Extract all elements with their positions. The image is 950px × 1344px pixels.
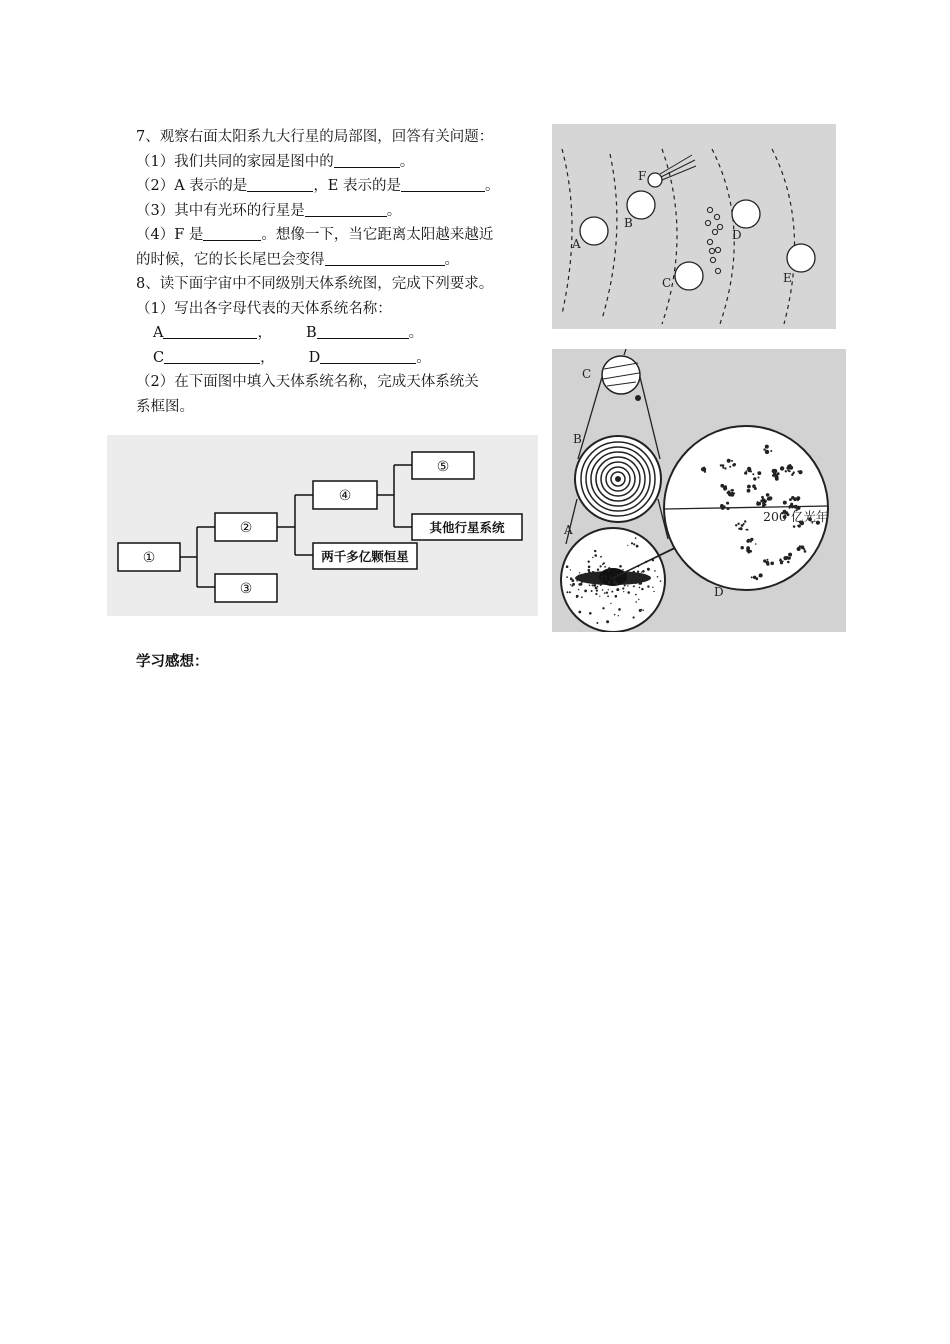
q8-cd-row: C ， D 。 bbox=[153, 349, 431, 366]
star-dot bbox=[600, 584, 602, 586]
asteroid-belt bbox=[705, 207, 722, 273]
star-dot bbox=[616, 588, 619, 591]
orbit-line bbox=[772, 149, 795, 324]
galaxy-cluster-dot bbox=[720, 484, 724, 488]
star-dot bbox=[602, 589, 604, 591]
star-dot bbox=[576, 580, 578, 582]
star-dot bbox=[624, 585, 626, 587]
star-dot bbox=[642, 609, 644, 611]
q8-p1: （1）写出各字母代表的天体系统名称： bbox=[136, 300, 392, 317]
star-dot bbox=[638, 576, 640, 578]
star-dot bbox=[588, 566, 591, 569]
star-dot bbox=[578, 583, 581, 586]
galaxy-cluster-dot bbox=[759, 573, 763, 577]
star-dot bbox=[608, 581, 611, 584]
star-dot bbox=[589, 612, 592, 615]
galaxy-cluster-dot bbox=[793, 471, 795, 473]
galaxy-cluster-dot bbox=[780, 561, 783, 564]
label-a: A bbox=[572, 237, 581, 251]
star-dot bbox=[570, 569, 571, 570]
star-dot bbox=[579, 572, 580, 573]
galaxy-cluster-dot bbox=[772, 474, 775, 477]
galaxy-cluster-dot bbox=[747, 467, 751, 471]
universe-figure bbox=[552, 349, 846, 632]
galaxy-cluster-dot bbox=[797, 525, 799, 527]
star-dot bbox=[647, 585, 649, 587]
star-dot bbox=[641, 572, 642, 573]
label-a: A bbox=[564, 523, 573, 537]
star-dot bbox=[605, 578, 607, 580]
label-c: C bbox=[662, 276, 672, 290]
star-dot bbox=[566, 591, 568, 593]
star-dot bbox=[604, 566, 606, 568]
galaxy-cluster-dot bbox=[770, 450, 772, 452]
star-dot bbox=[627, 585, 628, 586]
star-dot bbox=[633, 543, 635, 545]
star-dot bbox=[617, 573, 618, 574]
label-e: E bbox=[783, 271, 792, 285]
star-dot bbox=[635, 582, 637, 584]
solar-system-figure bbox=[552, 124, 836, 329]
galaxy-cluster-dot bbox=[788, 553, 792, 557]
star-dot bbox=[635, 594, 637, 596]
star-dot bbox=[593, 584, 596, 587]
star-dot bbox=[605, 575, 607, 577]
galaxy-cluster-dot bbox=[755, 543, 757, 545]
galaxy-cluster-dot bbox=[796, 496, 800, 500]
planet-b bbox=[627, 191, 655, 219]
node-stars: 两千多亿颗恒星 bbox=[321, 549, 409, 564]
answer-blank[interactable] bbox=[305, 202, 387, 217]
galaxy-cluster-dot bbox=[773, 469, 777, 473]
star-dot bbox=[570, 577, 573, 580]
galaxy-cluster-dot bbox=[741, 546, 744, 549]
star-dot bbox=[596, 622, 598, 624]
galaxy-cluster-dot bbox=[770, 562, 774, 566]
galaxy-cluster-dot bbox=[791, 496, 794, 499]
star-dot bbox=[588, 571, 591, 574]
galaxy-cluster-dot bbox=[704, 470, 706, 472]
galaxy-cluster-dot bbox=[740, 527, 742, 529]
star-dot bbox=[618, 615, 619, 616]
galaxy-cluster-dot bbox=[787, 557, 790, 560]
galaxy-cluster-dot bbox=[744, 472, 747, 475]
galaxy-cluster-dot bbox=[746, 539, 749, 542]
node-other-planets: 其他行星系统 bbox=[429, 520, 505, 535]
answer-blank[interactable] bbox=[320, 349, 416, 364]
node-5: ⑤ bbox=[436, 459, 450, 475]
galaxy-cluster-dot bbox=[735, 524, 737, 526]
galaxy-cluster-dot bbox=[733, 492, 735, 494]
hierarchy-diagram bbox=[107, 435, 538, 616]
star-dot bbox=[642, 570, 645, 573]
star-dot bbox=[639, 609, 642, 612]
star-dot bbox=[611, 577, 613, 579]
label-d: D bbox=[714, 585, 724, 599]
galaxy-cluster-dot bbox=[787, 561, 790, 564]
galaxy-cluster-dot bbox=[799, 545, 801, 547]
observable-universe bbox=[664, 426, 828, 590]
galaxy-cluster-dot bbox=[724, 505, 726, 507]
star-dot bbox=[578, 575, 580, 577]
star-dot bbox=[592, 571, 595, 574]
galaxy-cluster-dot bbox=[804, 550, 807, 553]
label-f: F bbox=[638, 169, 647, 183]
star-dot bbox=[592, 557, 593, 558]
planet-e bbox=[787, 244, 815, 272]
milky-way-galaxy bbox=[561, 528, 665, 632]
star-dot bbox=[622, 587, 624, 589]
star-dot bbox=[623, 591, 624, 592]
star-dot bbox=[646, 579, 647, 580]
star-dot bbox=[589, 585, 591, 587]
galaxy-cluster-dot bbox=[744, 520, 746, 522]
galaxy-cluster-dot bbox=[733, 463, 736, 466]
galaxy-cluster-dot bbox=[789, 470, 791, 472]
orbit-line bbox=[712, 149, 734, 324]
galaxy-cluster-dot bbox=[720, 464, 722, 466]
galaxy-cluster-dot bbox=[758, 477, 760, 479]
galaxy-cluster-dot bbox=[722, 467, 724, 469]
solar-system bbox=[575, 436, 661, 522]
star-dot bbox=[569, 591, 571, 593]
star-dot bbox=[588, 580, 590, 582]
star-dot bbox=[606, 592, 608, 594]
star-dot bbox=[566, 565, 569, 568]
star-dot bbox=[604, 592, 606, 594]
star-dot bbox=[591, 590, 593, 592]
planet-a bbox=[580, 217, 608, 245]
star-dot bbox=[647, 568, 650, 571]
galaxy-cluster-dot bbox=[720, 504, 724, 508]
node-3: ③ bbox=[239, 581, 253, 597]
galaxy-cluster-dot bbox=[758, 472, 761, 475]
star-dot bbox=[581, 596, 583, 598]
galaxy-cluster-dot bbox=[765, 500, 767, 502]
star-dot bbox=[615, 595, 618, 598]
galaxy-cluster-dot bbox=[731, 460, 733, 462]
star-dot bbox=[639, 587, 641, 589]
star-dot bbox=[594, 554, 597, 557]
star-dot bbox=[578, 589, 579, 590]
star-dot bbox=[584, 573, 587, 576]
star-dot bbox=[588, 569, 591, 572]
galaxy-cluster-dot bbox=[752, 473, 754, 475]
star-dot bbox=[615, 583, 618, 586]
galaxy-cluster-dot bbox=[703, 467, 705, 469]
galaxy-cluster-dot bbox=[762, 504, 765, 507]
q7-sub1: （1）我们共同的家园是图中的 。 bbox=[136, 153, 415, 170]
q7-sub3: （3）其中有光环的行星是 。 bbox=[136, 202, 402, 219]
galaxy-cluster-dot bbox=[724, 467, 726, 469]
star-dot bbox=[608, 567, 610, 569]
star-dot bbox=[594, 581, 596, 583]
answer-blank[interactable] bbox=[401, 177, 485, 192]
galaxy-cluster-dot bbox=[790, 503, 793, 506]
galaxy-cluster-dot bbox=[727, 460, 729, 462]
star-dot bbox=[631, 542, 633, 544]
q7-sub2: （2）A 表示的是 ，E 表示的是 。 bbox=[136, 178, 500, 194]
star-dot bbox=[599, 596, 600, 597]
star-dot bbox=[627, 591, 630, 594]
galaxy-cluster-dot bbox=[780, 466, 784, 470]
galaxy-cluster-dot bbox=[798, 470, 802, 474]
star-dot bbox=[576, 597, 577, 598]
star-dot bbox=[633, 616, 635, 618]
star-dot bbox=[602, 563, 604, 565]
star-dot bbox=[595, 593, 597, 595]
star-dot bbox=[595, 587, 598, 590]
star-dot bbox=[584, 590, 587, 593]
star-dot bbox=[597, 586, 598, 587]
galaxy-cluster-dot bbox=[783, 556, 787, 560]
galaxy-cluster-dot bbox=[755, 577, 758, 580]
star-dot bbox=[608, 570, 610, 572]
q7-sub4-line2: 的时候，它的长长尾巴会变得 。 bbox=[136, 251, 459, 268]
star-dot bbox=[600, 565, 602, 567]
label-d: D bbox=[732, 228, 742, 242]
q8-title: 8、读下面宇宙中不同级别天体系统图，完成下列要求。 bbox=[136, 276, 494, 292]
star-dot bbox=[633, 585, 635, 587]
star-dot bbox=[588, 561, 590, 563]
galaxy-cluster-dot bbox=[751, 576, 753, 578]
star-dot bbox=[596, 590, 598, 592]
answer-blank[interactable] bbox=[163, 324, 257, 339]
star-dot bbox=[645, 576, 647, 578]
star-dot bbox=[611, 591, 613, 593]
galaxy-cluster-dot bbox=[729, 466, 731, 468]
galaxy-cluster-dot bbox=[760, 500, 763, 503]
star-dot bbox=[597, 569, 599, 571]
galaxy-cluster-dot bbox=[765, 445, 769, 449]
galaxy-cluster-dot bbox=[750, 538, 753, 541]
star-dot bbox=[635, 537, 637, 539]
galaxy-cluster-dot bbox=[722, 464, 725, 467]
galaxy-cluster-dot bbox=[783, 501, 787, 505]
galaxy-cluster-dot bbox=[766, 493, 770, 497]
question-7 bbox=[136, 125, 546, 419]
q7-title: 7、观察右面太阳系九大行星的局部图，回答有关问题： bbox=[136, 129, 494, 145]
galaxy-cluster-dot bbox=[727, 507, 730, 510]
star-dot bbox=[638, 599, 639, 600]
star-dot bbox=[570, 584, 571, 585]
galaxy-cluster-dot bbox=[768, 496, 772, 500]
star-dot bbox=[566, 576, 568, 578]
answer-blank[interactable] bbox=[325, 251, 445, 266]
galaxy-cluster-dot bbox=[801, 545, 805, 549]
galaxy-cluster-dot bbox=[743, 523, 745, 525]
q8-ab-row: A ， B 。 bbox=[153, 325, 424, 341]
star-dot bbox=[614, 579, 616, 581]
star-dot bbox=[601, 576, 603, 578]
galaxy-cluster-dot bbox=[731, 491, 733, 493]
star-dot bbox=[602, 607, 604, 609]
galaxy-cluster-dot bbox=[750, 471, 752, 473]
star-dot bbox=[637, 571, 639, 573]
star-dot bbox=[641, 588, 643, 590]
star-dot bbox=[614, 614, 616, 616]
comet-f bbox=[648, 173, 662, 187]
galaxy-cluster-dot bbox=[793, 525, 796, 528]
q8-p2-line2: 系框图。 bbox=[136, 398, 194, 415]
galaxy-cluster-dot bbox=[766, 561, 770, 565]
orbit-line bbox=[562, 149, 572, 314]
galaxy-cluster-dot bbox=[789, 466, 793, 470]
node-1: ① bbox=[142, 550, 156, 566]
star-dot bbox=[610, 603, 611, 604]
label-c: C bbox=[582, 367, 592, 381]
star-dot bbox=[606, 620, 609, 623]
star-dot bbox=[613, 581, 616, 584]
galaxy-cluster-dot bbox=[776, 475, 778, 477]
answer-blank[interactable] bbox=[317, 324, 409, 339]
galaxy-cluster-dot bbox=[756, 502, 760, 506]
galaxy-cluster-dot bbox=[737, 523, 739, 525]
star-dot bbox=[629, 582, 631, 584]
galaxy-cluster-dot bbox=[763, 448, 765, 450]
star-dot bbox=[657, 576, 659, 578]
star-dot bbox=[601, 579, 603, 581]
label-b: B bbox=[624, 216, 633, 230]
earth-moon-system bbox=[602, 349, 640, 394]
star-dot bbox=[578, 611, 581, 614]
galaxy-cluster-dot bbox=[728, 491, 730, 493]
galaxy-cluster-dot bbox=[732, 489, 734, 491]
galaxy-cluster-dot bbox=[749, 550, 752, 553]
star-dot bbox=[608, 589, 609, 590]
galaxy-cluster-dot bbox=[747, 529, 749, 531]
answer-blank[interactable] bbox=[164, 349, 260, 364]
q7-sub4: （4）F 是 。想像一下，当它距离太阳越来越近 bbox=[136, 227, 494, 243]
star-dot bbox=[652, 587, 653, 588]
star-dot bbox=[600, 556, 602, 558]
star-dot bbox=[594, 550, 596, 552]
node-2: ② bbox=[239, 520, 253, 536]
q8-p2-line1: （2）在下面图中填入天体系统名称，完成天体系统关 bbox=[136, 374, 479, 390]
star-dot bbox=[636, 580, 638, 582]
galaxy-cluster-dot bbox=[753, 477, 756, 480]
star-dot bbox=[660, 580, 662, 582]
star-dot bbox=[654, 570, 656, 572]
star-dot bbox=[636, 545, 639, 548]
answer-blank[interactable] bbox=[247, 177, 313, 192]
star-dot bbox=[592, 584, 594, 586]
star-dot bbox=[607, 595, 609, 597]
star-dot bbox=[649, 576, 651, 578]
star-dot bbox=[581, 581, 582, 582]
star-dot bbox=[653, 591, 654, 592]
star-dot bbox=[639, 583, 640, 584]
galaxy-cluster-dot bbox=[777, 477, 779, 479]
star-dot bbox=[635, 601, 637, 603]
answer-blank[interactable] bbox=[203, 226, 261, 241]
star-dot bbox=[618, 608, 621, 611]
star-dot bbox=[580, 578, 582, 580]
planet-d bbox=[732, 200, 760, 228]
galaxy-cluster-dot bbox=[791, 474, 793, 476]
label-b: B bbox=[573, 432, 582, 446]
galaxy-cluster-dot bbox=[747, 489, 751, 493]
galaxy-cluster-dot bbox=[747, 485, 751, 489]
galaxy-cluster-dot bbox=[726, 502, 729, 505]
galaxy-cluster-dot bbox=[766, 559, 768, 561]
galaxy-cluster-dot bbox=[785, 470, 787, 472]
answer-blank[interactable] bbox=[334, 153, 400, 168]
star-dot bbox=[633, 571, 636, 574]
star-dot bbox=[619, 565, 622, 568]
star-dot bbox=[627, 545, 628, 546]
reflection-heading: 学习感想： bbox=[136, 654, 209, 670]
galaxy-cluster-dot bbox=[753, 485, 755, 487]
scale-label: 200 亿光年 bbox=[763, 509, 829, 524]
star-dot bbox=[588, 577, 590, 579]
node-4: ④ bbox=[338, 488, 352, 504]
star-dot bbox=[572, 583, 575, 586]
galaxy-cluster-dot bbox=[797, 500, 799, 502]
planet-c bbox=[675, 262, 703, 290]
star-dot bbox=[622, 569, 624, 571]
